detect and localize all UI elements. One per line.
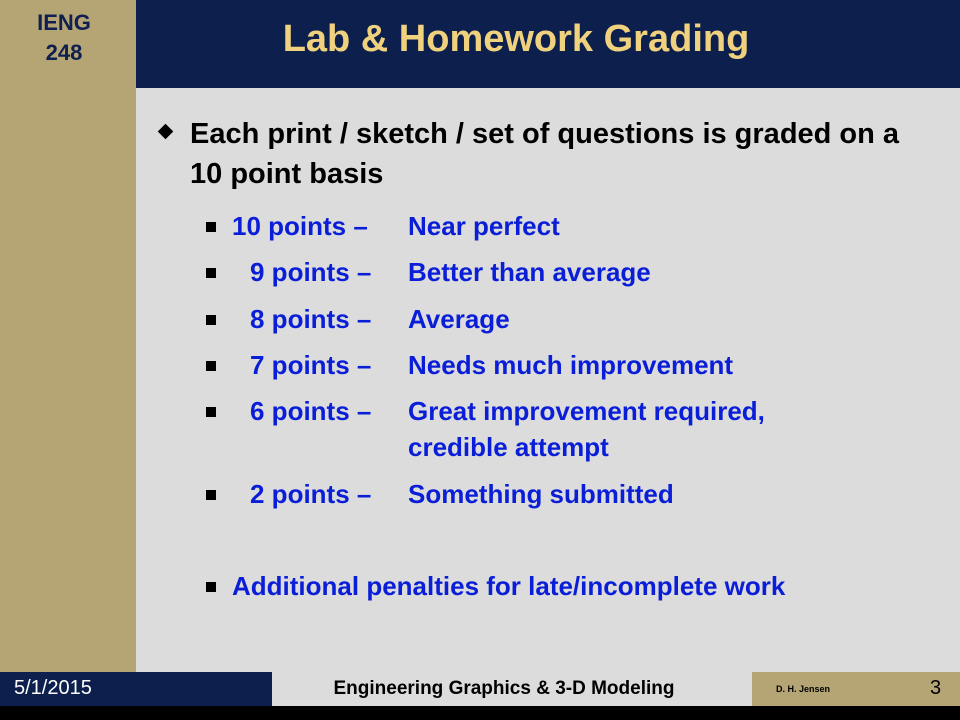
square-bullet-icon bbox=[206, 315, 216, 325]
main-bullet-text: Each print / sketch / set of questions is graded on a 10 point basis bbox=[190, 118, 900, 190]
slide-title: Lab & Homework Grading bbox=[282, 18, 750, 60]
title-bar bbox=[136, 0, 960, 88]
item-points: 10 points – bbox=[232, 211, 368, 241]
item-description: Average bbox=[408, 304, 510, 334]
square-bullet-icon bbox=[206, 582, 216, 592]
slide-content bbox=[136, 88, 960, 672]
item-description: Better than average bbox=[408, 257, 651, 287]
square-bullet-icon bbox=[206, 268, 216, 278]
item-points: 6 points – bbox=[250, 396, 372, 426]
square-bullet-icon bbox=[206, 490, 216, 500]
item-description: Near perfect bbox=[408, 211, 560, 241]
diamond-bullet-icon bbox=[158, 124, 174, 140]
item-points: 7 points – bbox=[250, 350, 372, 380]
item-description-continued: credible attempt bbox=[408, 432, 609, 462]
page-number: 3 bbox=[930, 677, 942, 699]
square-bullet-icon bbox=[206, 222, 216, 232]
sidebar bbox=[0, 0, 136, 672]
footer-course-title: Engineering Graphics & 3-D Modeling bbox=[333, 678, 675, 699]
footer-strip bbox=[0, 706, 960, 720]
item-description: Great improvement required, bbox=[408, 396, 765, 426]
footer-author: D. H. Jensen bbox=[776, 684, 831, 694]
square-bullet-icon bbox=[206, 407, 216, 417]
course-label bbox=[0, 8, 128, 68]
item-points: 8 points – bbox=[250, 304, 372, 334]
penalties-text: Additional penalties for late/incomplete work bbox=[232, 571, 786, 601]
course-number: 248 bbox=[45, 40, 83, 65]
item-points: 9 points – bbox=[250, 257, 372, 287]
item-description: Something submitted bbox=[408, 479, 674, 509]
course-code: IENG bbox=[37, 10, 91, 35]
main-bullet bbox=[160, 114, 920, 194]
item-points: 2 points – bbox=[250, 479, 372, 509]
item-description: Needs much improvement bbox=[408, 350, 734, 380]
square-bullet-icon bbox=[206, 361, 216, 371]
footer-date: 5/1/2015 bbox=[14, 677, 92, 699]
